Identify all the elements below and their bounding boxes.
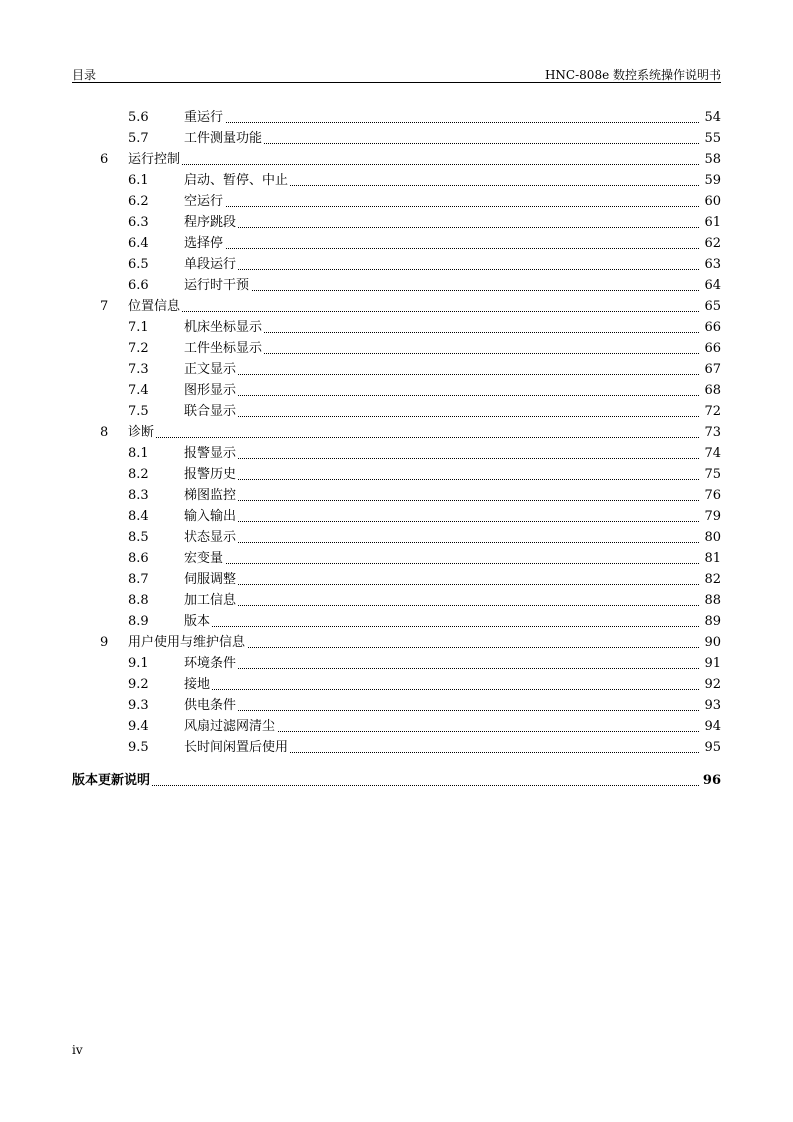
toc-entry[interactable] bbox=[72, 254, 721, 275]
toc-entry-title: 报警历史 bbox=[184, 467, 237, 482]
toc-entry-title: 空运行 bbox=[184, 194, 224, 209]
toc-entry[interactable] bbox=[72, 695, 721, 716]
toc-entry[interactable] bbox=[72, 464, 721, 485]
toc-entry[interactable] bbox=[72, 401, 721, 422]
toc-entry-title: 风扇过滤网清尘 bbox=[184, 719, 276, 734]
toc-entry[interactable] bbox=[72, 359, 721, 380]
toc-entry-title: 工件测量功能 bbox=[184, 131, 263, 146]
toc-entry-title: 梯图监控 bbox=[184, 488, 237, 503]
toc-entry-title: 版本更新说明 bbox=[72, 773, 151, 788]
toc-entry-number: 6.2 bbox=[128, 194, 149, 209]
toc-entry-title: 运行控制 bbox=[128, 152, 181, 167]
toc-entry-number: 6 bbox=[100, 152, 109, 167]
toc-entry[interactable] bbox=[72, 590, 721, 611]
toc-entry[interactable] bbox=[72, 611, 721, 632]
toc-entry-page: 75 bbox=[704, 467, 721, 482]
toc-entry-number: 8.9 bbox=[128, 614, 149, 629]
toc-entry-number: 5.7 bbox=[128, 131, 149, 146]
toc-entry-number: 8.5 bbox=[128, 530, 149, 545]
toc-entry-title: 位置信息 bbox=[128, 299, 181, 314]
dot-leader bbox=[184, 269, 699, 270]
toc-entry-page: 66 bbox=[704, 320, 721, 335]
toc-entry-number: 7 bbox=[100, 299, 109, 314]
toc-entry[interactable] bbox=[72, 212, 721, 233]
toc-entry-number: 7.5 bbox=[128, 404, 149, 419]
toc-entry-number: 8.7 bbox=[128, 572, 149, 587]
toc-entry[interactable] bbox=[72, 569, 721, 590]
dot-leader bbox=[128, 164, 699, 165]
dot-leader bbox=[184, 416, 699, 417]
toc-entry[interactable] bbox=[72, 338, 721, 359]
table-of-contents bbox=[72, 107, 721, 791]
toc-entry-title: 联合显示 bbox=[184, 404, 237, 419]
toc-entry-number: 6.4 bbox=[128, 236, 149, 251]
toc-entry-title: 报警显示 bbox=[184, 446, 237, 461]
toc-entry-page: 72 bbox=[704, 404, 721, 419]
toc-entry-page: 93 bbox=[704, 698, 721, 713]
toc-entry-page: 68 bbox=[704, 383, 721, 398]
toc-entry-title: 伺服调整 bbox=[184, 572, 237, 587]
toc-entry-number: 7.4 bbox=[128, 383, 149, 398]
toc-entry-page: 58 bbox=[704, 152, 721, 167]
toc-entry-page: 54 bbox=[704, 110, 721, 125]
toc-entry-page: 64 bbox=[704, 278, 721, 293]
toc-entry-title: 正文显示 bbox=[184, 362, 237, 377]
toc-entry-title: 输入输出 bbox=[184, 509, 237, 524]
toc-entry-number: 8.1 bbox=[128, 446, 149, 461]
toc-entry-title: 程序跳段 bbox=[184, 215, 237, 230]
toc-entry-page: 55 bbox=[704, 131, 721, 146]
toc-entry[interactable] bbox=[72, 149, 721, 170]
toc-entry[interactable] bbox=[72, 674, 721, 695]
toc-entry-title: 版本 bbox=[184, 614, 211, 629]
dot-leader bbox=[184, 689, 699, 690]
dot-leader bbox=[184, 479, 699, 480]
toc-entry-number: 6.6 bbox=[128, 278, 149, 293]
dot-leader bbox=[128, 437, 699, 438]
toc-entry-page: 90 bbox=[704, 635, 721, 650]
dot-leader bbox=[184, 626, 699, 627]
toc-entry-page: 74 bbox=[704, 446, 721, 461]
toc-entry-page: 89 bbox=[704, 614, 721, 629]
dot-leader bbox=[184, 122, 699, 123]
toc-entry[interactable] bbox=[72, 737, 721, 758]
dot-leader bbox=[184, 710, 699, 711]
toc-entry[interactable] bbox=[72, 506, 721, 527]
toc-entry-title: 环境条件 bbox=[184, 656, 237, 671]
toc-entry[interactable] bbox=[72, 380, 721, 401]
toc-entry-page: 76 bbox=[704, 488, 721, 503]
toc-entry-number: 6.1 bbox=[128, 173, 149, 188]
dot-leader bbox=[184, 458, 699, 459]
dot-leader bbox=[184, 227, 699, 228]
toc-entry-number: 6.5 bbox=[128, 257, 149, 272]
toc-entry-title: 选择停 bbox=[184, 236, 224, 251]
toc-entry-page: 91 bbox=[704, 656, 721, 671]
toc-entry-page: 79 bbox=[704, 509, 721, 524]
dot-leader bbox=[184, 668, 699, 669]
toc-entry-number: 9.1 bbox=[128, 656, 149, 671]
toc-entry[interactable] bbox=[72, 443, 721, 464]
toc-entry[interactable] bbox=[72, 527, 721, 548]
dot-leader bbox=[184, 395, 699, 396]
toc-entry-title: 宏变量 bbox=[184, 551, 224, 566]
toc-entry-title: 运行时干预 bbox=[184, 278, 250, 293]
toc-entry-page: 82 bbox=[704, 572, 721, 587]
toc-entry-number: 6.3 bbox=[128, 215, 149, 230]
toc-entry[interactable] bbox=[72, 422, 721, 443]
toc-entry-title: 状态显示 bbox=[184, 530, 237, 545]
toc-entry[interactable] bbox=[72, 296, 721, 317]
toc-entry-number: 8.4 bbox=[128, 509, 149, 524]
toc-entry-title: 重运行 bbox=[184, 110, 224, 125]
toc-entry-page: 96 bbox=[702, 773, 721, 788]
toc-entry-page: 60 bbox=[704, 194, 721, 209]
toc-entry-number: 7.3 bbox=[128, 362, 149, 377]
dot-leader bbox=[184, 500, 699, 501]
toc-entry[interactable] bbox=[72, 107, 721, 128]
dot-leader bbox=[128, 311, 699, 312]
toc-entry-number: 9 bbox=[100, 635, 109, 650]
toc-entry-page: 81 bbox=[704, 551, 721, 566]
toc-entry-page: 92 bbox=[704, 677, 721, 692]
toc-entry-page: 67 bbox=[704, 362, 721, 377]
toc-entry-number: 9.2 bbox=[128, 677, 149, 692]
toc-entry-page: 62 bbox=[704, 236, 721, 251]
toc-entry-number: 7.1 bbox=[128, 320, 149, 335]
dot-leader bbox=[184, 290, 699, 291]
toc-entry-title: 启动、暂停、中止 bbox=[184, 173, 289, 188]
toc-entry-page: 88 bbox=[704, 593, 721, 608]
toc-entry-number: 9.4 bbox=[128, 719, 149, 734]
header-document-title: HNC-808e 数控系统操作说明书 bbox=[544, 68, 721, 82]
toc-entry-page: 80 bbox=[704, 530, 721, 545]
toc-entry-number: 8 bbox=[100, 425, 109, 440]
toc-entry[interactable] bbox=[72, 128, 721, 149]
toc-entry-title: 工件坐标显示 bbox=[184, 341, 263, 356]
toc-entry[interactable] bbox=[72, 716, 721, 737]
toc-entry-title: 图形显示 bbox=[184, 383, 237, 398]
dot-leader bbox=[184, 248, 699, 249]
toc-entry[interactable] bbox=[72, 653, 721, 674]
toc-entry-title: 接地 bbox=[184, 677, 211, 692]
toc-entry[interactable] bbox=[72, 770, 721, 791]
toc-entry-page: 94 bbox=[704, 719, 721, 734]
toc-entry-title: 诊断 bbox=[128, 425, 155, 440]
toc-entry-number: 9.3 bbox=[128, 698, 149, 713]
toc-entry-title: 加工信息 bbox=[184, 593, 237, 608]
toc-entry-page: 61 bbox=[704, 215, 721, 230]
toc-entry-number: 8.8 bbox=[128, 593, 149, 608]
toc-entry-title: 机床坐标显示 bbox=[184, 320, 263, 335]
toc-entry[interactable] bbox=[72, 632, 721, 653]
page-number: iv bbox=[72, 1043, 83, 1057]
dot-leader bbox=[184, 605, 699, 606]
toc-entry[interactable] bbox=[72, 548, 721, 569]
toc-entry[interactable] bbox=[72, 170, 721, 191]
toc-entry-number: 8.2 bbox=[128, 467, 149, 482]
page-header bbox=[72, 66, 721, 83]
dot-leader bbox=[184, 521, 699, 522]
toc-entry[interactable] bbox=[72, 191, 721, 212]
toc-entry-title: 供电条件 bbox=[184, 698, 237, 713]
dot-leader bbox=[184, 206, 699, 207]
dot-leader bbox=[184, 563, 699, 564]
dot-leader bbox=[184, 542, 699, 543]
toc-entry[interactable] bbox=[72, 485, 721, 506]
toc-entry-title: 用户使用与维护信息 bbox=[128, 635, 246, 650]
toc-entry[interactable] bbox=[72, 233, 721, 254]
dot-leader bbox=[184, 374, 699, 375]
dot-leader bbox=[72, 785, 699, 786]
header-section-title: 目录 bbox=[72, 68, 97, 82]
toc-entry-page: 63 bbox=[704, 257, 721, 272]
toc-entry-page: 73 bbox=[704, 425, 721, 440]
toc-entry-page: 65 bbox=[704, 299, 721, 314]
dot-leader bbox=[184, 584, 699, 585]
toc-entry-page: 95 bbox=[704, 740, 721, 755]
toc-entry-title: 长时间闲置后使用 bbox=[184, 740, 289, 755]
toc-entry-title: 单段运行 bbox=[184, 257, 237, 272]
toc-entry-number: 5.6 bbox=[128, 110, 149, 125]
toc-entry[interactable] bbox=[72, 275, 721, 296]
toc-entry-number: 8.3 bbox=[128, 488, 149, 503]
toc-entry-number: 7.2 bbox=[128, 341, 149, 356]
toc-entry-number: 8.6 bbox=[128, 551, 149, 566]
toc-entry-number: 9.5 bbox=[128, 740, 149, 755]
toc-entry-page: 66 bbox=[704, 341, 721, 356]
toc-entry[interactable] bbox=[72, 317, 721, 338]
toc-entry-page: 59 bbox=[704, 173, 721, 188]
